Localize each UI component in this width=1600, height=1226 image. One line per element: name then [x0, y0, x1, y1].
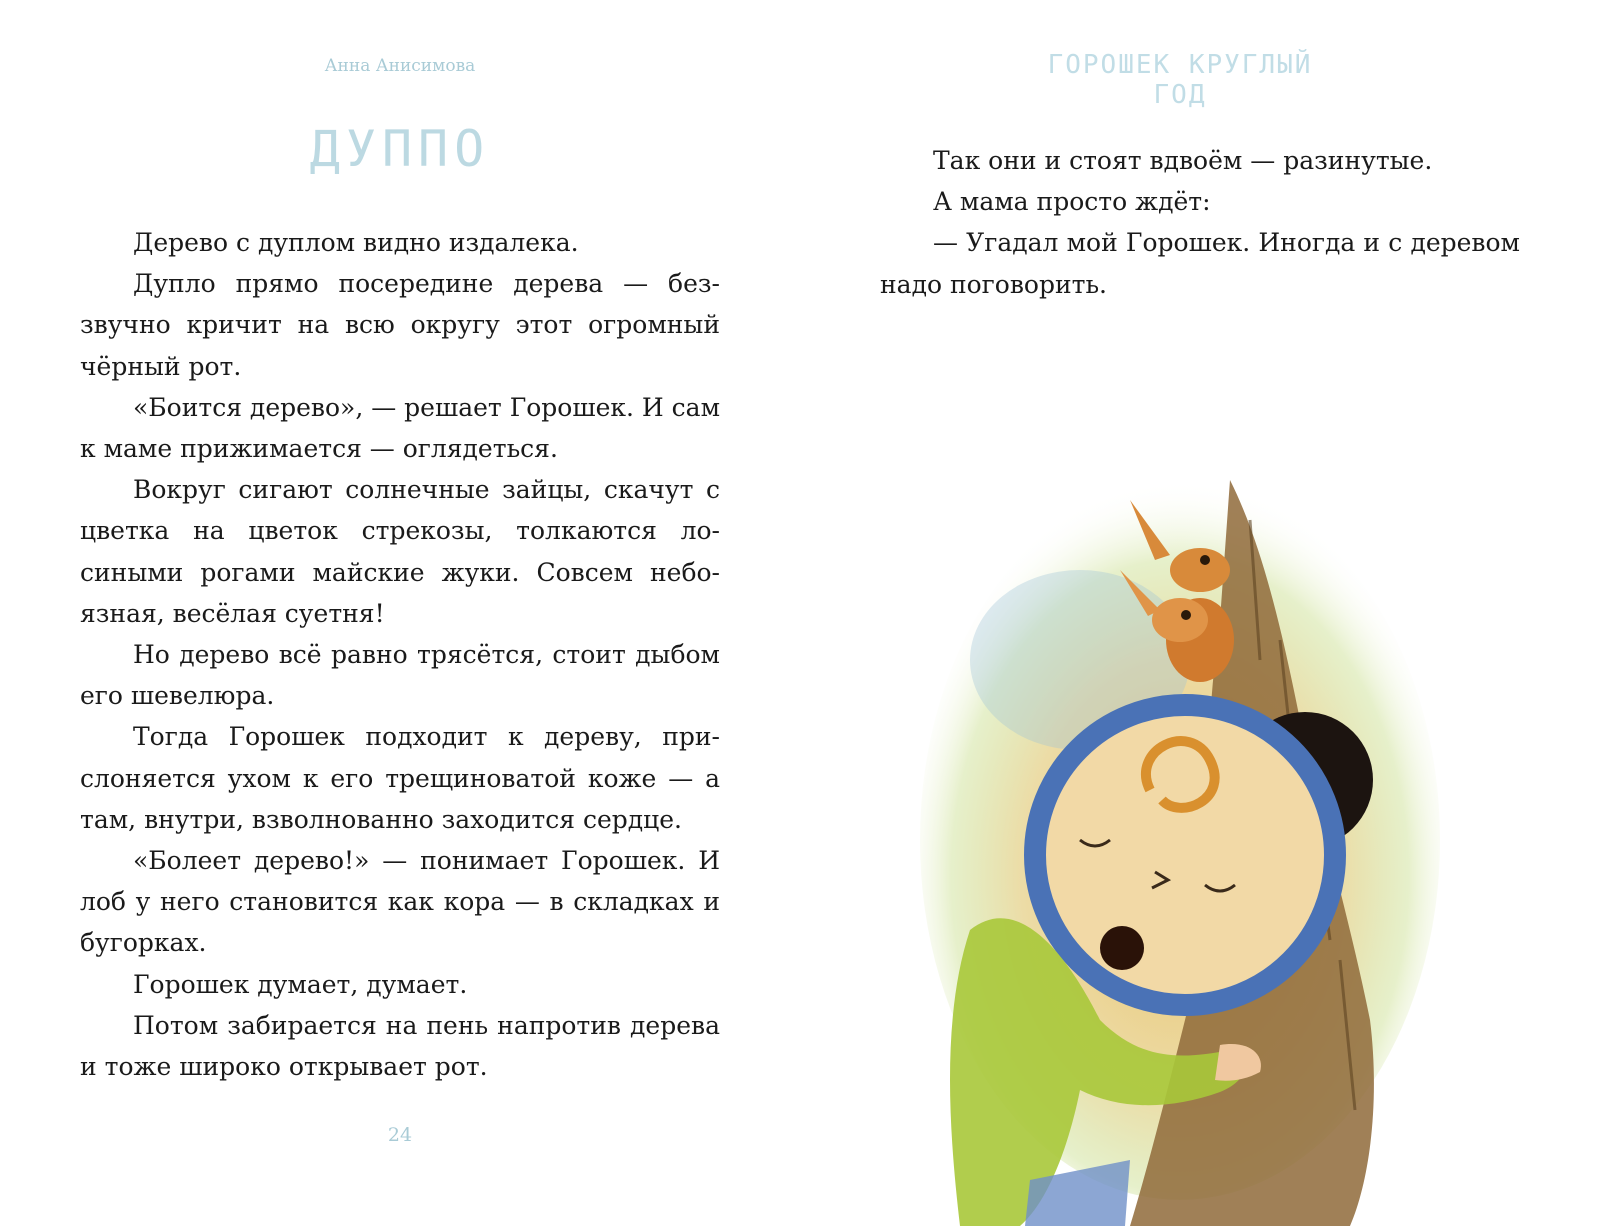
running-head-book-title: ГОРОШЕК КРУГЛЫЙ ГОД: [1047, 50, 1313, 110]
paragraph: Потом забирается на пень напротив дерева и тоже широко открывает рот.: [80, 1010, 720, 1082]
open-mouth: [1100, 926, 1144, 970]
boy-head: [1035, 705, 1335, 1005]
paragraph: Но дерево всё равно трясётся, стоит дыбом его шевелюра.: [80, 640, 720, 711]
running-head-author: Анна Анисимова: [324, 56, 476, 76]
paragraph: Так они и стоят вдвоём — разинутые.: [933, 146, 1433, 175]
page-number: 24: [387, 1124, 413, 1146]
paragraph: «Боится дерево», — решает Горошек. И сам к маме прижимается — оглядеться.: [80, 392, 721, 464]
body-text-right: [880, 140, 1520, 305]
chapter-title: ДУППО: [309, 120, 491, 178]
paragraph: Горошек думает, думает.: [133, 969, 468, 999]
body-text: [80, 222, 720, 1087]
paragraph: Дерево с дуплом видно издалека.: [133, 228, 579, 257]
right-page: [800, 0, 1600, 1226]
paragraph: Вокруг сигают солнечные зайцы, скачут с цветка на цветок стрекозы, толкаются лосиными рогами майские жуки. Совсем небоязная, весёлая суетня!: [80, 475, 720, 628]
paragraph: Тогда Горошек подходит к дереву, прислоняется ухом к его трещиноватой коже — а там, внутри, взволнованно заходится сердце.: [80, 722, 720, 834]
paragraph: А мама просто ждёт:: [933, 187, 1211, 217]
paragraph: — Угадал мой Горошек. Иногда и с деревом надо поговорить.: [880, 228, 1520, 299]
illustration-boy-hugging-tree: [900, 460, 1460, 1226]
paragraph: «Болеет дерево!» — понимает Горошек. И лоб у него становится как кора — в складках и бугорках.: [80, 846, 720, 958]
paragraph: Дупло прямо посередине дерева — беззвучно кричит на всю округу этот огромный чёрный рот.: [80, 269, 720, 381]
